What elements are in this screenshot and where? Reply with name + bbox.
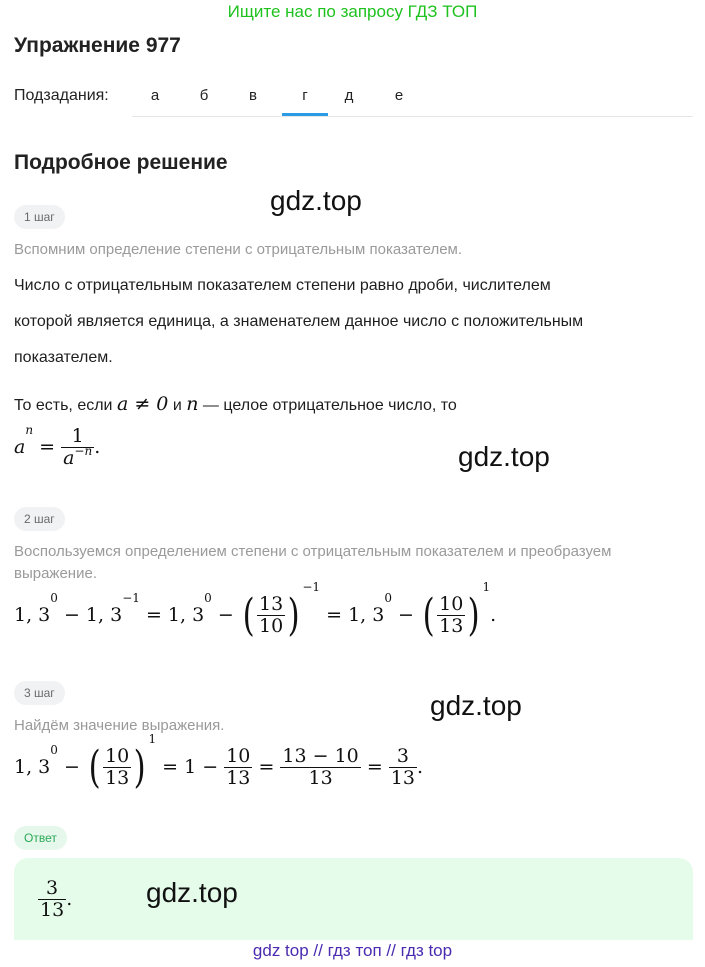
condition-math: n	[186, 393, 199, 415]
formula-operator: =	[39, 435, 56, 458]
tab-g[interactable]: г	[282, 78, 328, 116]
paren-left: (	[422, 590, 435, 641]
step-hint: Вспомним определение степени с отрицательным показателем.	[14, 241, 463, 258]
fraction-denominator: a	[63, 446, 75, 469]
formula-fraction	[224, 746, 252, 790]
formula-term: 1, 3	[14, 756, 51, 778]
step-text-line: которой является единица, а знаменателем данное число с положительным	[14, 313, 584, 330]
fraction-numerator: 10	[226, 745, 251, 768]
step-text-line: Число с отрицательным показателем степени равно дроби, числителем	[14, 277, 551, 294]
solution-heading: Подробное решение	[14, 151, 228, 174]
step-hint: Найдём значение выражения.	[14, 717, 225, 734]
formula-exponent: −1	[122, 591, 140, 605]
formula-operator: −	[202, 756, 219, 778]
watermark: gdz.top	[270, 185, 362, 216]
tab-a[interactable]: а	[150, 87, 160, 104]
formula-exponent: n	[25, 423, 34, 437]
formula-exponent: 1	[482, 580, 491, 594]
formula-end: .	[66, 887, 73, 910]
formula-exponent: 1	[148, 732, 157, 746]
step-badge: 3 шаг	[14, 681, 65, 705]
watermark: gdz.top	[430, 690, 522, 721]
condition-math: a ≠ 0	[116, 393, 169, 415]
answer-box	[14, 858, 693, 940]
formula-operator: −	[63, 756, 80, 778]
formula-exponent: −1	[302, 580, 321, 594]
condition-text: — целое отрицательное число, то	[202, 397, 457, 414]
footer-links[interactable]: gdz top // гдз топ // гдз top	[252, 941, 453, 960]
formula-end: .	[490, 604, 497, 626]
formula-end: .	[416, 756, 424, 778]
paren-left: (	[242, 590, 255, 641]
formula-fraction	[257, 594, 285, 638]
fraction-numerator: 3	[38, 878, 66, 900]
tab-e[interactable]: е	[394, 87, 404, 104]
formula-fraction	[103, 746, 131, 790]
fraction-numerator: 10	[439, 593, 464, 616]
answer-fraction	[38, 878, 66, 922]
subtasks-label: Подзадания:	[14, 87, 109, 104]
formula-term: 1, 3	[348, 604, 385, 626]
formula-fraction	[389, 746, 417, 790]
fraction-denominator: 13	[308, 767, 333, 790]
promo-banner: Ищите нас по запросу ГДЗ ТОП	[227, 2, 478, 21]
paren-right: )	[133, 742, 146, 793]
formula-operator: −	[217, 604, 234, 626]
formula-fraction	[437, 594, 465, 638]
formula-exponent: −n	[74, 443, 93, 458]
fraction-numerator: 1	[61, 426, 94, 448]
step-badge: 1 шаг	[14, 205, 65, 229]
formula-fraction	[280, 746, 360, 790]
formula-term: 1	[184, 756, 197, 778]
fraction-denominator: 13	[439, 615, 464, 638]
fraction-denominator: 13	[105, 767, 130, 790]
formula-exponent: 0	[50, 743, 58, 757]
formula-exponent: 0	[384, 591, 392, 605]
fraction-denominator: 13	[226, 767, 251, 790]
answer-value	[38, 878, 72, 922]
transform-formula	[14, 580, 497, 641]
condition-text: и	[172, 397, 182, 414]
watermark: gdz.top	[146, 877, 238, 908]
formula-operator: =	[366, 756, 383, 778]
watermark: gdz.top	[458, 441, 550, 472]
step-hint: Воспользуемся определением степени с отрицательным показателем и преобразуем выражение.	[14, 543, 612, 582]
formula-end: .	[94, 435, 101, 458]
formula-operator: =	[326, 604, 343, 626]
fraction-numerator: 13 − 10	[282, 745, 359, 768]
formula-operator: −	[63, 604, 80, 626]
tab-b[interactable]: б	[199, 87, 209, 104]
formula-term: 1, 3	[85, 604, 123, 626]
fraction-denominator: 13	[40, 898, 65, 921]
step-text-line: показателем.	[14, 349, 113, 366]
subtasks-tabs	[132, 78, 693, 117]
fraction-denominator: 10	[259, 615, 284, 638]
fraction-numerator: 10	[105, 745, 130, 768]
fraction-denominator: 13	[390, 767, 415, 790]
formula-term: 1, 3	[14, 604, 51, 626]
result-formula	[14, 732, 424, 793]
fraction-numerator: 13	[259, 593, 284, 616]
page-title: Упражнение 977	[14, 34, 181, 57]
paren-left: (	[88, 742, 101, 793]
step-badge: 2 шаг	[14, 507, 65, 531]
formula-term: 1, 3	[167, 604, 205, 626]
formula-operator: =	[145, 604, 162, 626]
formula-operator: =	[258, 756, 275, 778]
formula-operator: =	[162, 756, 179, 778]
condition-text: То есть, если	[14, 397, 113, 414]
definition-formula	[14, 423, 101, 470]
answer-badge: Ответ	[14, 826, 67, 850]
tab-d[interactable]: д	[344, 87, 354, 104]
formula-term: a	[14, 435, 26, 458]
formula-operator: −	[398, 604, 414, 626]
formula-fraction	[61, 426, 94, 470]
formula-exponent: 0	[50, 591, 58, 605]
fraction-numerator: 3	[389, 746, 417, 768]
paren-right: )	[287, 590, 300, 641]
paren-right: )	[467, 590, 480, 641]
formula-exponent: 0	[204, 591, 212, 605]
definition-condition	[14, 393, 457, 415]
tab-v[interactable]: в	[249, 87, 257, 104]
